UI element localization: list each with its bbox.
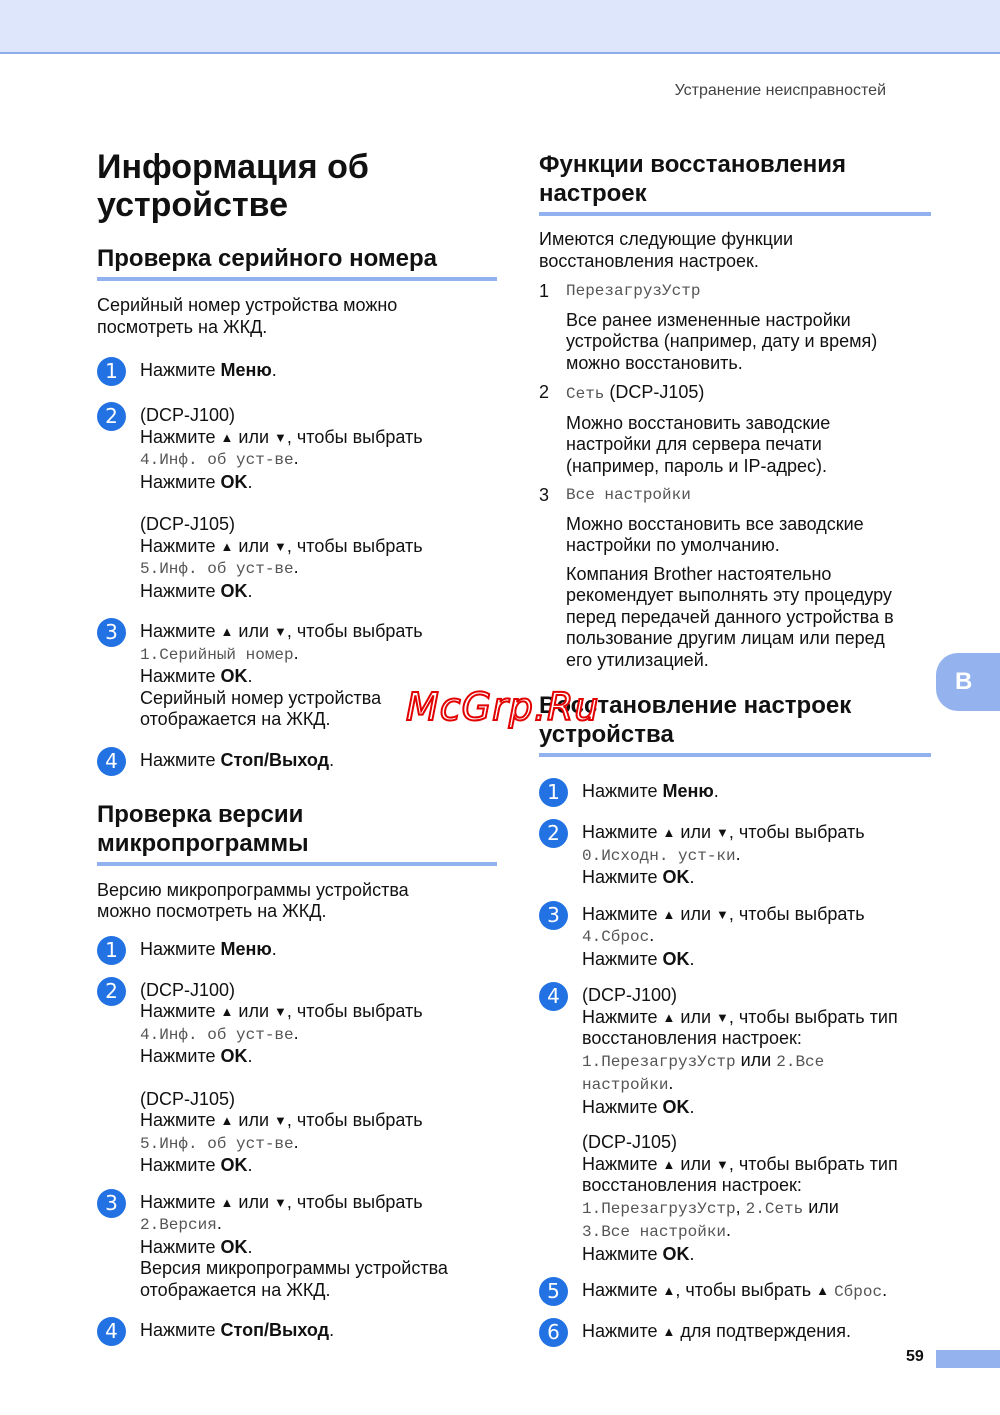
watermark-logo: McGrp.Ru (406, 685, 600, 729)
up-arrow-icon: ▲ (662, 825, 676, 840)
down-arrow-icon: ▼ (274, 624, 287, 639)
up-arrow-icon: ▲ (662, 1009, 676, 1025)
restore-step-4: 4 (DCP-J100) Нажмите ▲ или ▼, чтобы выбрать тип восстановления настроек: 1.ПерезагрузУстр или 2.Все настройки. Нажмите OK. (DCP-J105) Нажмите ▲ или ▼, чтобы выбрать тип восстановления настроек: 1.ПерезагрузУстр, 2.Сеть или 3.Все настройки. Нажмите OK. (539, 985, 931, 1265)
step-number-icon: 2 (97, 402, 126, 431)
down-arrow-icon: ▼ (274, 538, 287, 554)
step-number-icon: 3 (97, 1189, 126, 1218)
step-number-icon: 4 (539, 982, 568, 1011)
down-arrow-icon: ▼ (716, 825, 729, 840)
firmware-intro: Версию микропрограммы устройства можно посмотреть на ЖКД. (97, 879, 409, 921)
function-item-1: 1 ПерезагрузУстр (539, 281, 701, 301)
up-arrow-icon: ▲ (662, 1156, 676, 1172)
function-item-3: 3 Все настройки (539, 485, 691, 505)
top-bar (0, 0, 1000, 54)
up-arrow-icon: ▲ (220, 1113, 234, 1128)
page-number-bar (936, 1350, 1000, 1368)
page-number: 59 (906, 1348, 924, 1365)
firmware-heading: Проверка версии микропрограммы (97, 800, 497, 866)
left-column (97, 148, 497, 1346)
serial-step-2: 2 (DCP-J100) Нажмите ▲ или ▼, чтобы выбрать 4.Инф. об уст-ве. Нажмите OK. (DCP-J105) Нажмите ▲ или ▼, чтобы выбрать 5.Инф. об уст-ве. Нажмите OK. (97, 405, 497, 602)
restore-heading: Восстановление настроек устройства (539, 691, 931, 757)
chapter-title: Информация об устройстве (97, 148, 369, 224)
up-arrow-icon: ▲ (220, 1004, 234, 1019)
firmware-step-2: 2 (DCP-J100) Нажмите ▲ или ▼, чтобы выбрать 4.Инф. об уст-ве. Нажмите OK. (DCP-J105) Нажмите ▲ или ▼, чтобы выбрать 5.Инф. об уст-ве. Нажмите OK. (97, 980, 497, 1177)
step-number-icon: 6 (539, 1318, 568, 1347)
down-arrow-icon: ▼ (716, 1156, 729, 1172)
appendix-tab: B (936, 653, 1000, 711)
up-arrow-icon: ▲ (662, 1283, 676, 1298)
firmware-step-3: 3 Нажмите ▲ или ▼, чтобы выбрать 2.Версия. Нажмите OK. Версия микропрограммы устройства отображается на ЖКД. (97, 1192, 497, 1302)
restore-step-1: 1 Нажмите Меню. (539, 781, 931, 807)
right-column (539, 150, 931, 1347)
functions-heading: Функции восстановления настроек (539, 150, 931, 216)
functions-note: Компания Brother настоятельно рекомендует выполнять эту процедуру перед передачей данного устройства в пользование другим лицам или перед его утилизацией. (566, 563, 894, 670)
step-number-icon: 1 (97, 936, 126, 965)
step-number-icon: 3 (539, 901, 568, 930)
step-number-icon: 2 (539, 819, 568, 848)
step-number-icon: 1 (539, 778, 568, 807)
restore-step-6: 6 Нажмите ▲ для подтверждения. (539, 1321, 931, 1347)
step-number-icon: 2 (97, 977, 126, 1006)
down-arrow-icon: ▼ (274, 1194, 287, 1210)
step-number-icon: 4 (97, 747, 126, 776)
up-arrow-icon: ▲ (816, 1283, 830, 1298)
serial-intro: Серийный номер устройства можно посмотреть на ЖКД. (97, 295, 398, 337)
restore-step-3: 3 Нажмите ▲ или ▼, чтобы выбрать 4.Сброс. Нажмите OK. (539, 904, 931, 971)
up-arrow-icon: ▲ (220, 429, 234, 445)
serial-heading: Проверка серийного номера (97, 244, 497, 281)
serial-step-4: 4 Нажмите Стоп/Выход. (97, 750, 497, 776)
down-arrow-icon: ▼ (716, 906, 729, 922)
down-arrow-icon: ▼ (274, 1113, 287, 1128)
step-number-icon: 4 (97, 1317, 126, 1346)
function-item-3-desc: Можно восстановить все заводские настройки по умолчанию. (566, 513, 864, 555)
up-arrow-icon: ▲ (662, 1324, 676, 1339)
step-number-icon: 1 (97, 357, 126, 386)
restore-step-2: 2 Нажмите ▲ или ▼, чтобы выбрать 0.Исходн. уст-ки. Нажмите OK. (539, 822, 931, 889)
serial-step-3: 3 Нажмите ▲ или ▼, чтобы выбрать 1.Серийный номер. Нажмите OK. Серийный номер устройства отображается на ЖКД. (97, 621, 497, 731)
up-arrow-icon: ▲ (220, 538, 234, 554)
down-arrow-icon: ▼ (274, 429, 287, 445)
down-arrow-icon: ▼ (716, 1009, 729, 1025)
up-arrow-icon: ▲ (662, 906, 676, 922)
serial-step-1: 1 Нажмите Меню. (97, 360, 497, 386)
function-item-1-desc: Все ранее измененные настройки устройства (например, дату и время) можно восстановить. (566, 309, 878, 373)
up-arrow-icon: ▲ (220, 1194, 234, 1210)
firmware-step-4: 4 Нажмите Стоп/Выход. (97, 1320, 497, 1346)
step-number-icon: 3 (97, 618, 126, 647)
function-item-2-desc: Можно восстановить заводские настройки для сервера печати (например, пароль и IP-адрес). (566, 412, 831, 476)
down-arrow-icon: ▼ (274, 1004, 287, 1019)
firmware-step-1: 1 Нажмите Меню. (97, 939, 497, 965)
up-arrow-icon: ▲ (220, 624, 234, 639)
running-head: Устранение неисправностей (674, 82, 886, 99)
functions-intro: Имеются следующие функции восстановления настроек. (539, 229, 794, 271)
restore-step-5: 5 Нажмите ▲, чтобы выбрать ▲ Сброс. (539, 1280, 931, 1306)
function-item-2: 2 Сеть (DCP-J105) (539, 382, 705, 403)
step-number-icon: 5 (539, 1277, 568, 1306)
